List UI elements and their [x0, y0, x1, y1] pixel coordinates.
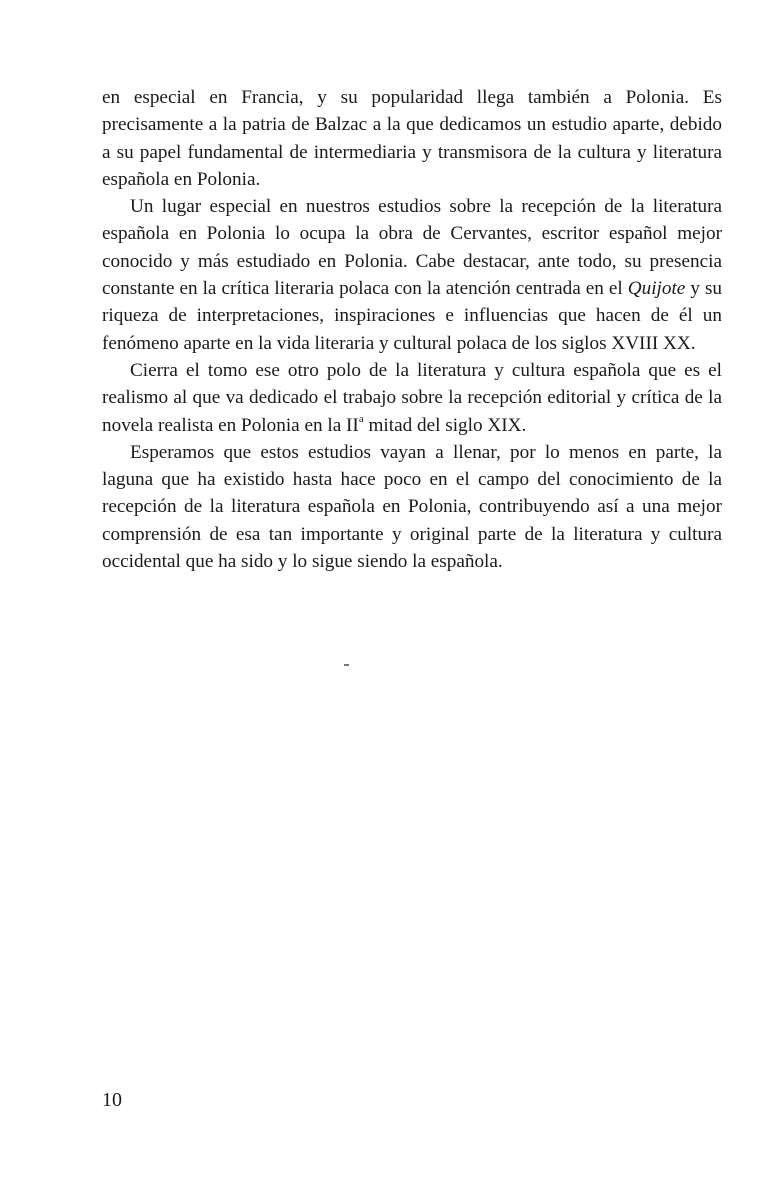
text-run: Esperamos que estos estudios vayan a llenar, por lo menos en parte, la laguna que ha existido hasta hace poco en el campo del conocimiento de la recepción de la literatura española en Polonia, contribuyendo así a una mejor comprensión de esa tan importante y original parte de la literatura y cultura occidental que ha sido y lo sigue siendo la española.	[102, 441, 722, 573]
text-run: y su riqueza de interpretaciones, inspiraciones e influencias que hacen de él un fenómeno aparte en la vida literaria y cultural polaca de los siglos XVIII XX.	[102, 278, 723, 354]
text-run: Cierra el tomo ese otro polo de la literatura y cultura española que es el realismo al que va dedicado el trabajo sobre la recepción editorial y crítica de la novela realista en Polonia en la II	[102, 359, 722, 436]
text-run: Un lugar especial en nuestros estudios sobre la recepción de la literatura española en Polonia lo ocupa la obra de Cervantes, escritor español mejor conocido y más estudiado en Polonia. Cabe destacar, ante todo, su presencia constante en la crítica literaria polaca con la atención centrada en el	[102, 196, 722, 300]
paragraph-3	[102, 357, 722, 439]
scan-speck	[344, 664, 349, 666]
text-run: en especial en Francia, y su popularidad llega también a Polonia. Es precisamente a la patria de Balzac a la que dedicamos un estudio aparte, debido a su papel fundamental de intermediaria y transmisora de la cultura y literatura española en Polonia.	[102, 87, 722, 190]
body-text	[102, 84, 722, 575]
text-run: mitad del siglo XIX.	[363, 414, 527, 436]
page-number: 10	[102, 1089, 122, 1111]
paragraph-2	[102, 193, 722, 357]
superscript: a	[358, 413, 364, 426]
paragraph-4	[102, 439, 722, 575]
italic-title: Quijote	[627, 278, 686, 300]
paragraph-1	[102, 84, 722, 193]
